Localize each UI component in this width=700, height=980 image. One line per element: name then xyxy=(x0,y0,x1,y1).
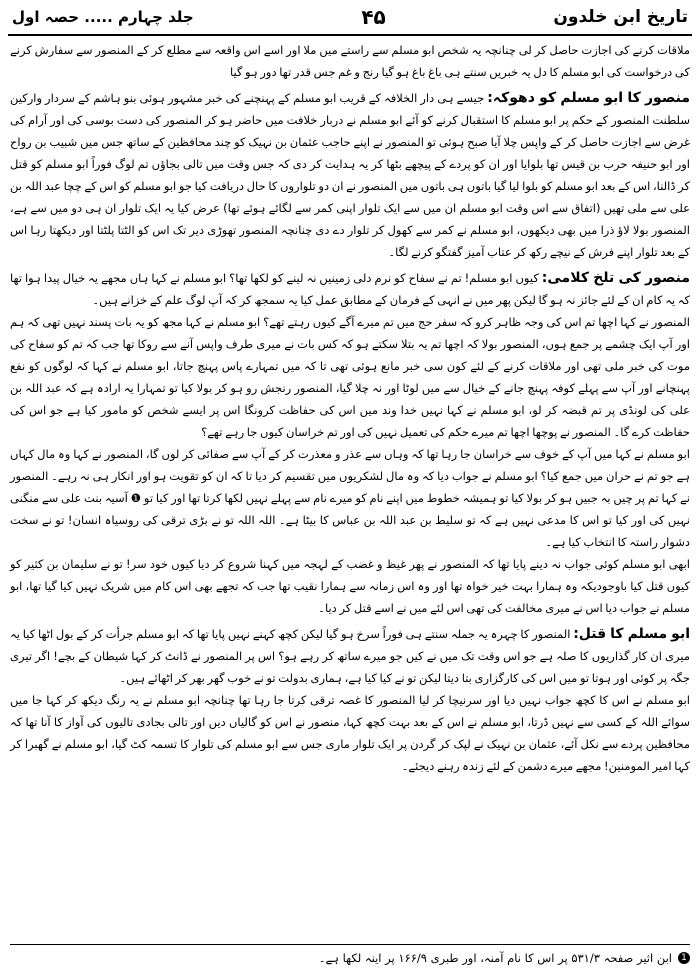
book-title: تاریخ ابن خلدون xyxy=(553,7,688,27)
paragraph-text: المنصور نے کہا اچھا تم اس کی وجہ ظاہر کرو کہ سفر حج میں تم میرے آگے کیوں رہتے تھے؟ ابو مسلم نے کہا مجھ کو یہ بات پسند نہیں تھی کہ ہم اور آپ ایک چشمے پر جمع ہوں، المنصور بولا کہ اچھا تم یہ بتلا سکتے ہو کہ کس بات نے میری طرف واپس آنے سے روکا تھا جب کہ تم کو سفاح کی موت کی خبر ملی تھی اور ملاقات کرنے کے لئے کون سی خبر مانع ہوئی تھی تا کہ میں تمہارے پاس پہنچ جاتا، ابو مسلم نے کہا کہ لوگوں کو نفع پہنچانے اور آپ سے پہلے کوفہ پہنچ جانے کے خیال سے میں لوٹا اور نہ چلا گیا، المنصور رنجش رو ہو کر بولا کیا تو تمہارا یہ ارادہ ہے کہ عبد اللہ بن علی کی لونڈی پر تم قبضہ کر لو، ابو مسلم نے کہا نہیں خدا وند میں اس کی حفاظت کرونگا اس پر ایسے شخص کو مامور کیا ہے جو اس کی حفاظت کرے گا۔ المنصور نے پوچھا اچھا تم میرے حکم کی تعمیل نہیں کی اور تم خراسان کیوں جا رہے تھے؟ xyxy=(10,315,690,439)
paragraph xyxy=(10,267,690,311)
footnote-marker: 1 xyxy=(678,952,690,964)
page-header xyxy=(8,0,692,36)
paragraph xyxy=(10,39,690,83)
paragraph-text: کیوں ابو مسلم! تم نے سفاح کو نرم دلی زمینیں نہ لینے کو لکھا تھا؟ ابو مسلم نے کہا ہاں مجھے یہ خیال پیدا ہوا تھا کہ یہ کام ان کے لئے جائز نہ ہو گا لیکن پھر میں نے انہی کے فرمان کے مطابق عمل کیا یہ سمجھ کر کہ آپ لوگ علم کے خزانے ہیں۔ xyxy=(10,271,690,307)
paragraph-text: ابو مسلم نے اس کا کچھ جواب نہیں دیا اور سرنیچا کر لیا المنصور کا غصہ ترقی کرتا جا رہا تھا چنانچہ ابو مسلم نے یہ رنگ دیکھ کر کہا جا میں سوائے اللہ کے کسی سے نہیں ڈرتا، ابو مسلم نے اس کے بعد بہت کچھ کہا، منصور نے اس کو گالیاں دیں اور تالی بجادی تالیوں کی آواز کا آنا تھا کہ محافظین پردے سے نکل آئے، عثمان بن نہیک نے لپک کر گردن پر ایک تلوار ماری جس سے ابو مسلم کی تلوار کا تسمہ کٹ گیا، ابو مسلم نے گھبرا کر کہا امیر المومنین! مجھے میرے دشمن کے لئے زندہ رہنے دیجئے۔ xyxy=(10,693,690,773)
paragraph-text: ابو مسلم نے کہا میں آپ کے خوف سے خراسان جا رہا تھا کہ وہاں سے عذر و معذرت کر کے آپ سے صفائی کر لوں گا، المنصور نے کہا وہ مال کہاں ہے جو تم نے حران میں جمع کیا؟ ابو مسلم نے جواب دیا کہ وہ مال لشکریوں میں تقسیم کر دیا تا کہ ان کو تقویت ہو اور انکار ہی نہ رہے۔ المنصور نے کہا تم پر چیں بہ جبیں ہو کر بولا کیا تو ہمیشہ خطوط میں اپنے نام کو میرے نام سے پہلے نہیں لکھا کرتا تھا اور کیا تو ❶ آسیہ بنت علی سے منگنی نہیں کی اور کیا تو اس کا مدعی نہیں ہے کہ تو سلیط بن عبد اللہ بن عباس کا بیٹا ہے۔ اللہ اللہ تو نے بڑی ترقی کی روسیاہ انسان! تو نے سخت دشوار راستہ کا انتخاب کیا ہے۔ xyxy=(10,447,690,549)
footnote-text: ابن اثیر صفحہ ۵۳۱/۳ پر اس کا نام آمنہ، اور طبری ۱۶۶/۹ پر اینہ لکھا ہے۔ xyxy=(318,951,672,965)
paragraph xyxy=(10,553,690,619)
paragraph-text: ابھی ابو مسلم کوئی جواب نہ دینے پایا تھا کہ المنصور نے پھر غیظ و غضب کے لہجہ میں کہنا شروع کر دیا کیوں خود سر! تو نے سلیمان بن کثیر کو کیوں قتل کیا باوجودیکہ وہ ہمارا بہت خیر خواہ تھا اور وہ اس زمانہ سے ہمارا نقیب تھا جب کہ تجھے بھی اس کام میں شریک نہیں کیا گیا تھا، ابو مسلم نے جواب دیا اس نے میری مخالفت کی تھی اس لئے میں نے اسے قتل کر دیا۔ xyxy=(10,557,690,615)
section-heading: منصور کی تلخ کلامی: xyxy=(541,270,690,286)
section-heading: منصور کا ابو مسلم کو دھوکہ: xyxy=(487,90,691,106)
paragraph xyxy=(10,443,690,553)
paragraph-text: جیسے ہی دار الخلافہ کے قریب ابو مسلم کے پہنچنے کی خبر مشہور ہوئی بنو ہاشم کے سردار وارکین سلطنت المنصور کے حکم پر ابو مسلم کا استقبال کرنے کو آئے ابو مسلم نے دربار خلافت میں حاضر ہو کر المنصور کی دست بوسی کی اور آرام کی غرض سے اجازت حاصل کر کے واپس چلا آیا صبح ہوئی تو المنصور نے اپنے حاجب عثمان بن نہیک کو چند محافظین کے ساتھ جس میں شبیب بن رواح اور ابو حنیفہ حرب بن قیس تھا بلوایا اور ان کو پردے کے پیچھے بٹھا کر یہ ہدایت کر دی کہ جس وقت میں تالی بجاؤں تم لوگ فوراً ابو مسلم کو قتل کر ڈالنا، اس کے بعد ابو مسلم کو بلوا لیا گیا باتوں ہی باتوں میں المنصور نے ان دو تلواروں کا حال دریافت کیا جو ابو مسلم کو اس کے چچا عبد اللہ بن علی سے ملی تھیں (اتفاق سے اس وقت ابو مسلم ان میں سے ایک تلوار اپنی کمر سے لگائے ہوئے تھا) عرض کیا یہ ایک تلوار ان ہی دو میں سے ہے، المنصور بولا لاؤ ذرا میں بھی دیکھوں، ابو مسلم نے کمر سے کھول کر تلوار دے دی چنانچہ المنصور تھوڑی دیر تک اس کو الٹتا پلٹتا اور دیکھتا رہا اس کے بعد تلوار اپنے فرش کے نیچے رکھ کر عتاب آمیز گفتگو کرنے لگا۔ xyxy=(10,91,690,259)
footnote xyxy=(10,944,690,965)
paragraph-text: ملاقات کرنے کی اجازت حاصل کر لی چنانچہ یہ شخص ابو مسلم سے راستے میں ملا اور اسے اس واقعہ سے مطلع کر کے المنصور سے سفارش کرنے کی درخواست کی ابو مسلم کا دل یہ خبریں سنتے ہی باغ باغ ہو گیا رنج و غم جس قدر تھا دور ہو گیا xyxy=(10,43,690,79)
page-body xyxy=(8,36,692,777)
volume-label: جلد چہارم ..... حصہ اول xyxy=(12,8,194,26)
paragraph-text: المنصور کا چہرہ یہ جملہ سنتے ہی فوراً سرخ ہو گیا لیکن کچھ کہنے نہیں پایا تھا کہ ابو مسلم جرأت کر کے بول اٹھا کیا یہ میری ان کار گذاریوں کا صلہ ہے جو اس وقت تک میں نے کیں جو میرے ساتھ کر رہے ہو؟ اس پر المنصور نے ڈانٹ کر کہا شیطان کے بچے! اگر تیری جگہ پر کوئی اور ہوتا تو میں اس کی کارگزاری بتا دیتا لیکن تو نے کیا کیا ہے، ہماری بدولت تو نے خوب گھر بھر کر اٹھائے ہیں۔ xyxy=(10,627,690,685)
page-number: ۴۵ xyxy=(361,5,386,29)
paragraph xyxy=(10,87,690,263)
paragraph xyxy=(10,623,690,689)
section-heading: ابو مسلم کا قتل: xyxy=(573,626,691,642)
paragraph xyxy=(10,311,690,443)
paragraph xyxy=(10,689,690,777)
